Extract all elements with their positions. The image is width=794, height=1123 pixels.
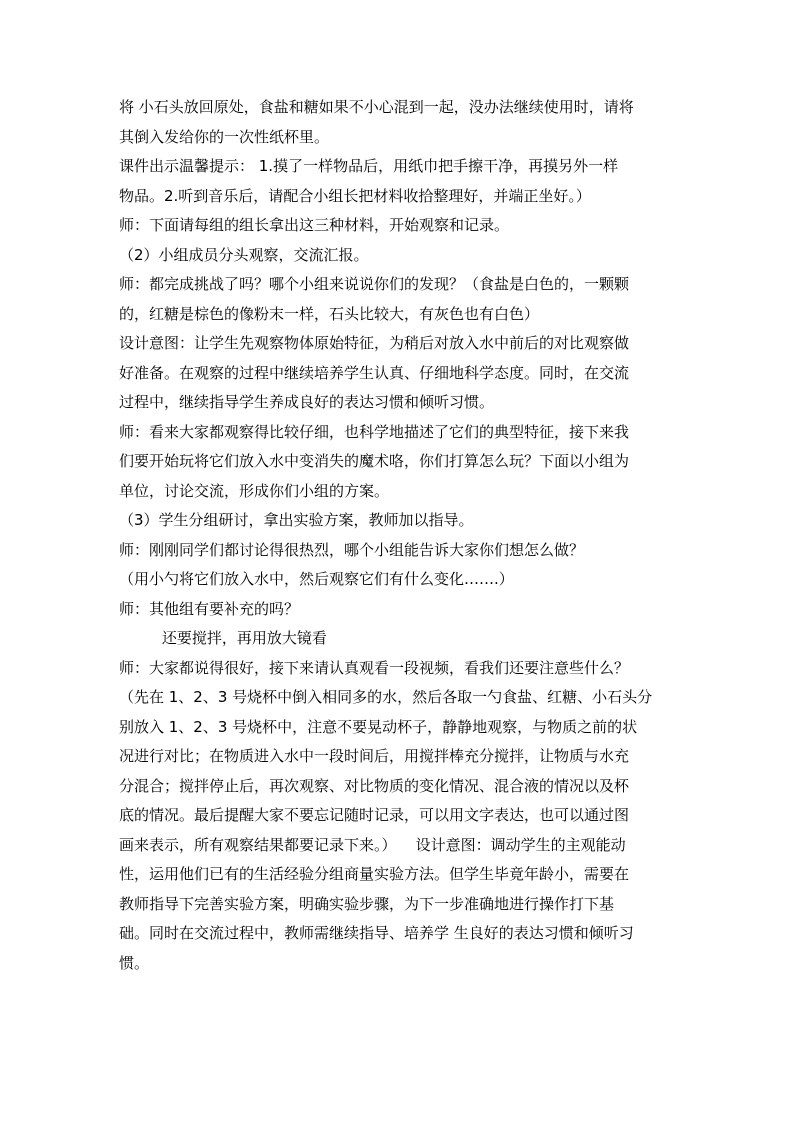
text-line: 物品。2.听到音乐后，请配合小组长把材料收拾整理好，并端正坐好。） xyxy=(119,186,591,205)
text-line: 们要开始玩将它们放入水中变消失的魔术咯，你们打算怎么玩？下面以小组为 xyxy=(119,452,630,470)
text-line: 其倒入发给你的一次性纸杯里。 xyxy=(119,127,330,146)
text-line: 过程中，继续指导学生养成良好的表达习惯和倾听习惯。 xyxy=(119,393,495,411)
text-line: （2）小组成员分头观察，交流汇报。 xyxy=(119,245,369,264)
text-line: 性，运用他们已有的生活经验分组商量实验方法。但学生毕竟年龄小，需要在 xyxy=(119,865,630,883)
text-line: 师：下面请每组的组长拿出这三种材料，开始观察和记录。 xyxy=(119,216,510,234)
document-body xyxy=(119,93,677,978)
text-line: 师：都完成挑战了吗？哪个小组来说说你们的发现？（食盐是白色的，一颗颗 xyxy=(119,275,630,293)
text-line: 好准备。在观察的过程中继续培养学生认真、仔细地科学态度。同时，在交流 xyxy=(119,363,630,382)
text-line: 础。同时在交流过程中，教师需继续指导、培养学 生良好的表达习惯和倾听习 xyxy=(119,924,634,942)
text-line: 别放入 1、2、3 号烧杯中，注意不要晃动杯子，静静地观察，与物质之前的状 xyxy=(119,717,638,736)
text-line: （先在 1、2、3 号烧杯中倒入相同多的水，然后各取一勺食盐、红糖、小石头分 xyxy=(119,688,653,706)
text-line: 画来表示，所有观察结果都要记录下来。） 设计意图：调动学生的主观能动 xyxy=(119,835,626,854)
text-line: 课件出示温馨提示： 1.摸了一样物品后，用纸巾把手擦干净，再摸另外一样 xyxy=(119,157,619,175)
text-line: 设计意图：让学生先观察物体原始特征，为稍后对放入水中前后的对比观察做 xyxy=(119,334,630,352)
text-line: （用小勺将它们放入水中，然后观察它们有什么变化…….） xyxy=(119,570,514,588)
text-line: 师：大家都说得很好，接下来请认真观看一段视频，看我们还要注意些什么？ xyxy=(119,658,630,677)
text-line: 惯。 xyxy=(119,953,150,972)
text-line: 的，红糖是棕色的像粉末一样，石头比较大，有灰色也有白色） xyxy=(119,304,540,323)
text-line: 还要搅拌，再用放大镜看 xyxy=(119,629,327,647)
text-line: 师：刚刚同学们都讨论得很热烈，哪个小组能告诉大家你们想怎么做？ xyxy=(119,540,585,559)
text-line: 将 小石头放回原处，食盐和糖如果不小心混到一起，没办法继续使用时，请将 xyxy=(119,98,634,116)
text-line: 况进行对比；在物质进入水中一段时间后，用搅拌棒充分搅拌，让物质与水充 xyxy=(119,747,630,765)
text-line: 底的情况。最后提醒大家不要忘记随时记录，可以用文字表达，也可以通过图 xyxy=(119,806,630,824)
text-line: 分混合；搅拌停止后，再次观察、对比物质的变化情况、混合液的情况以及杯 xyxy=(119,776,630,795)
text-line: （3）学生分组研讨，拿出实验方案，教师加以指导。 xyxy=(119,511,474,529)
text-line: 师：看来大家都观察得比较仔细，也科学地描述了它们的典型特征，接下来我 xyxy=(119,422,630,441)
text-line: 单位，讨论交流，形成你们小组的方案。 xyxy=(119,481,390,500)
text-line: 师：其他组有要补充的吗？ xyxy=(119,599,300,618)
text-line: 教师指导下完善实验方案，明确实验步骤，为下一步准确地进行操作打下基 xyxy=(119,894,615,913)
